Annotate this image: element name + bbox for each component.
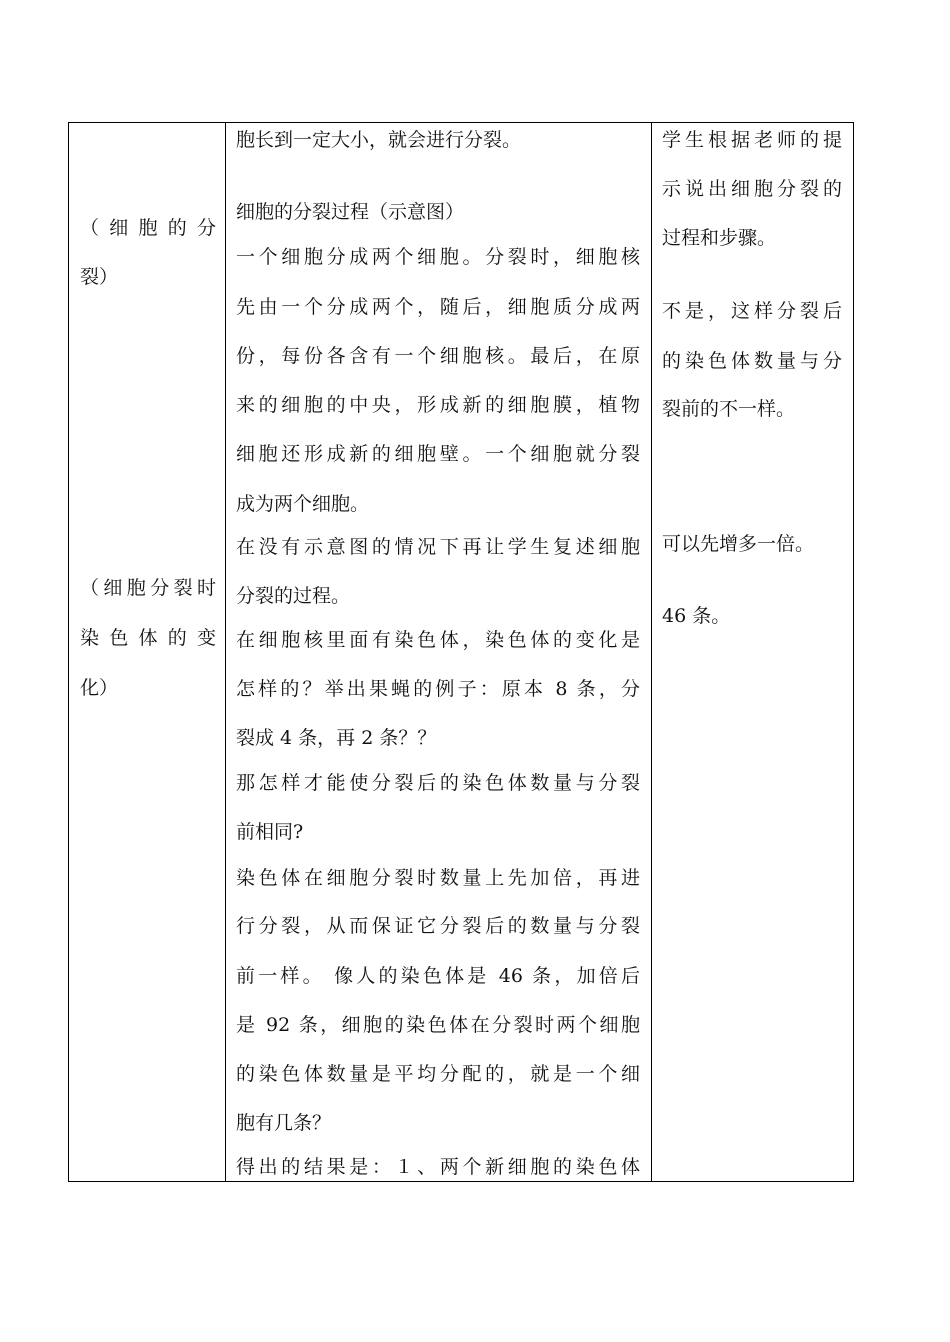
content-line: 成为两个细胞。	[236, 493, 370, 515]
student-response-line: 示说出细胞分裂的	[662, 178, 842, 200]
content-line: 那怎样才能使分裂后的染色体数量与分裂	[236, 772, 640, 794]
content-line: 染色体在细胞分裂时数量上先加倍，再进	[236, 867, 640, 889]
section-label-chromosome-cont: 染 色 体 的 变	[80, 627, 216, 649]
content-line: 在没有示意图的情况下再让学生复述细胞	[236, 536, 640, 558]
content-line: 前相同?	[236, 821, 304, 843]
content-line: 行分裂，从而保证它分裂后的数量与分裂	[236, 915, 640, 937]
content-line: 在细胞核里面有染色体，染色体的变化是	[236, 629, 640, 651]
column-divider-1	[225, 123, 226, 1181]
content-line: 细胞还形成新的细胞壁。一个细胞就分裂	[236, 443, 640, 465]
section-label-cell-division-cont: 裂）	[80, 266, 119, 288]
content-line: 细胞的分裂过程（示意图）	[236, 201, 465, 223]
content-line: 前一样。 像人的染色体是 46 条，加倍后	[236, 965, 640, 987]
content-line: 分裂的过程。	[236, 585, 351, 607]
student-response-line: 的染色体数量与分	[662, 350, 842, 372]
student-response-line: 过程和步骤。	[662, 227, 777, 249]
section-label-cell-division: （ 细 胞 的 分	[80, 217, 216, 239]
section-label-chromosome-end: 化）	[80, 677, 119, 699]
content-line: 是 92 条，细胞的染色体在分裂时两个细胞	[236, 1014, 640, 1036]
content-line: 来的细胞的中央，形成新的细胞膜，植物	[236, 394, 640, 416]
student-response-line: 裂前的不一样。	[662, 398, 796, 420]
student-response-line: 学生根据老师的提	[662, 129, 842, 151]
content-line: 怎样的？举出果蝇的例子：原本 8 条，分	[236, 678, 640, 700]
content-line: 的染色体数量是平均分配的，就是一个细	[236, 1063, 640, 1085]
content-line: 得出的结果是：１、两个新细胞的染色体	[236, 1156, 640, 1178]
student-response-line: 不是，这样分裂后	[662, 300, 842, 322]
content-line: 胞有几条？	[236, 1112, 332, 1134]
content-line: 份，每份各含有一个细胞核。最后，在原	[236, 345, 640, 367]
section-label-chromosome: （细胞分裂时	[80, 577, 216, 599]
student-response-line: 46 条。	[662, 605, 731, 627]
content-line: 一个细胞分成两个细胞。分裂时，细胞核	[236, 246, 640, 268]
content-line: 胞长到一定大小，就会进行分裂。	[236, 129, 522, 151]
content-line: 先由一个分成两个，随后，细胞质分成两	[236, 296, 640, 318]
column-divider-2	[651, 123, 652, 1181]
content-line: 裂成 4 条，再 2 条？？	[236, 727, 437, 749]
student-response-line: 可以先增多一倍。	[662, 533, 815, 555]
